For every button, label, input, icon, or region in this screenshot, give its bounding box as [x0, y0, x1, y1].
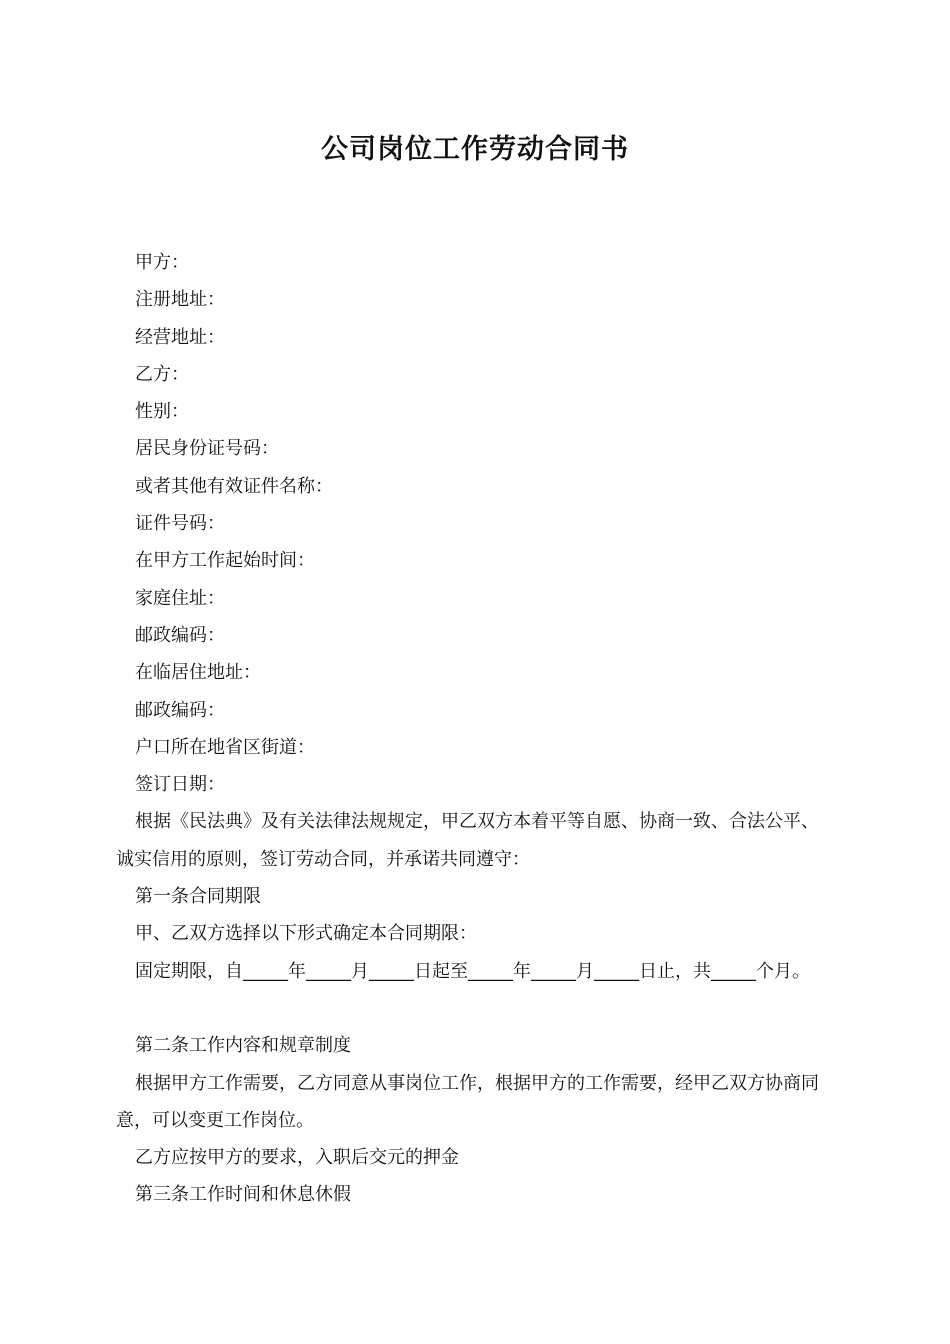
field-start-time: 在甲方工作起始时间： [135, 550, 315, 572]
article-1-heading: 第一条合同期限 [135, 886, 261, 908]
field-party-b: 乙方： [135, 363, 189, 385]
article-2-paragraph-2: 乙方应按甲方的要求，入职后交元的押金 [135, 1147, 459, 1169]
preamble-paragraph: 根据《民法典》及有关法律法规规定，甲乙双方本着平等自愿、协商一致、合法公平、诚实信用的原则，签订劳动合同，并承诺共同遵守： [116, 811, 819, 870]
article-1-line-1: 甲、乙双方选择以下形式确定本合同期限： [135, 923, 477, 945]
field-other-id-name: 或者其他有效证件名称： [135, 475, 333, 497]
field-registered-address: 注册地址： [135, 289, 225, 311]
field-signing-date: 签订日期： [135, 774, 225, 796]
field-gender: 性别： [135, 401, 189, 423]
field-postal-code-2: 邮政编码： [135, 699, 225, 721]
field-party-a: 甲方： [135, 252, 189, 273]
article-3-heading: 第三条工作时间和休息休假 [135, 1184, 351, 1206]
field-business-address: 经营地址： [135, 326, 225, 348]
document-title: 公司岗位工作劳动合同书 [321, 134, 629, 165]
field-home-address: 家庭住址： [135, 587, 225, 609]
document-body [116, 244, 836, 1214]
article-2-paragraph-1: 根据甲方工作需要，乙方同意从事岗位工作，根据甲方的工作需要，经甲乙双方协商同意，可以变更工作岗位。 [116, 1072, 819, 1131]
field-certificate-number: 证件号码： [135, 513, 225, 535]
field-temporary-address: 在临居住地址： [135, 662, 261, 684]
article-2-heading: 第二条工作内容和规章制度 [135, 1035, 351, 1057]
field-household-registration: 户口所在地省区街道： [135, 736, 315, 758]
article-1-term-line: 固定期限，自_____年_____月_____日起至_____年_____月_____日止，共_____个月。 [135, 960, 810, 982]
blank-line [116, 990, 836, 1027]
field-id-number: 居民身份证号码： [135, 438, 279, 460]
field-postal-code: 邮政编码： [135, 624, 225, 646]
